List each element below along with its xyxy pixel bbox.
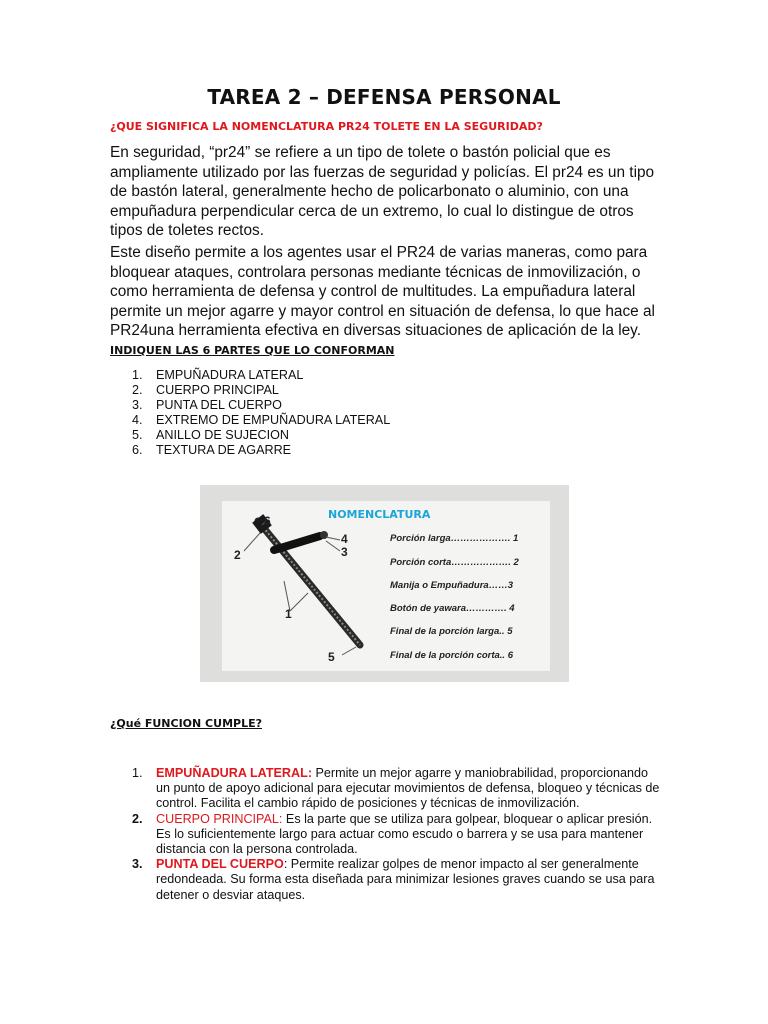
callout-2: 2 bbox=[234, 548, 241, 562]
list-number: 3. bbox=[132, 857, 143, 872]
list-item bbox=[130, 398, 390, 413]
callout-1: 1 bbox=[285, 607, 292, 621]
function-term: EMPUÑADURA LATERAL: bbox=[156, 766, 313, 780]
list-item bbox=[130, 812, 660, 858]
figure-title: NOMENCLATURA bbox=[328, 508, 431, 521]
list-item bbox=[130, 443, 390, 458]
list-item bbox=[130, 383, 390, 398]
legend-item-5: Final de la porción larga.. 5 bbox=[390, 626, 513, 637]
paragraph-usage: Este diseño permite a los agentes usar el PR24 de varias maneras, como para bloquear ataques, controlara personas mediante técnicas de inmovilización, o como herramienta de defensa y control de multitudes. La empuñadura lateral permite un mejor agarre y mayor control en situación de defensa, lo que hace al PR24una herramienta efectiva en diversas situaciones de aplicación de la ley. bbox=[110, 244, 655, 340]
list-item bbox=[130, 368, 390, 383]
paragraph-definition: En seguridad, “pr24” se refiere a un tipo de tolete o bastón policial que es ampliamente utilizado por las fuerzas de seguridad y policías. El pr24 es un tipo de bastón lateral, generalmente hecho de policarbonato o aluminio, con una empuñadura perpendicular cerca de un extremo, lo cual lo distingue de otros tipos de toletes rectos. bbox=[110, 144, 655, 240]
list-number: 1. bbox=[132, 368, 143, 382]
list-item bbox=[130, 413, 390, 428]
function-text: : Permite realizar golpes de menor impacto al ser generalmente redondeada. Su forma esta diseñada para minimizar lesiones graves cuando se usa para detener o desviar ataques. bbox=[156, 857, 655, 902]
question-heading: ¿QUE SIGNIFICA LA NOMENCLATURA PR24 TOLETE EN LA SEGURIDAD? bbox=[110, 120, 543, 133]
legend-item-4: Botón de yawara…………. 4 bbox=[390, 603, 515, 614]
callout-4: 4 bbox=[341, 532, 348, 546]
part-label: CUERPO PRINCIPAL bbox=[156, 383, 279, 397]
parts-list bbox=[130, 368, 390, 458]
callout-6: 6 bbox=[264, 514, 271, 528]
function-text: Es la parte que se utiliza para golpear, bloquear o aplicar presión. Es lo suficientemente largo para actuar como escudo o barrera y se usa para mantener distancia con la persona controlada. bbox=[156, 811, 653, 857]
function-heading: ¿Qué FUNCION CUMPLE? bbox=[110, 717, 262, 730]
list-number: 1. bbox=[132, 766, 143, 780]
part-label: EMPUÑADURA LATERAL bbox=[156, 368, 304, 382]
part-label: PUNTA DEL CUERPO bbox=[156, 398, 282, 412]
list-number: 3. bbox=[132, 398, 143, 412]
function-term: CUERPO PRINCIPAL: bbox=[156, 811, 283, 826]
list-number: 5. bbox=[132, 428, 143, 442]
part-label: EXTREMO DE EMPUÑADURA LATERAL bbox=[156, 413, 391, 427]
callout-3: 3 bbox=[341, 545, 348, 559]
legend-item-3: Manija o Empuñadura……3 bbox=[390, 580, 513, 591]
function-term: PUNTA DEL CUERPO bbox=[156, 857, 284, 872]
parts-heading: INDIQUEN LAS 6 PARTES QUE LO CONFORMAN bbox=[110, 344, 395, 357]
list-number: 2. bbox=[132, 811, 143, 826]
page-title: TAREA 2 – DEFENSA PERSONAL bbox=[207, 85, 561, 109]
legend-item-2: Porción corta………………. 2 bbox=[390, 557, 519, 568]
list-item bbox=[130, 766, 660, 812]
nomenclature-figure bbox=[200, 485, 569, 682]
legend-item-1: Porción larga………………. 1 bbox=[390, 533, 519, 544]
list-number: 6. bbox=[132, 443, 143, 457]
list-number: 4. bbox=[132, 413, 143, 427]
part-label: ANILLO DE SUJECION bbox=[156, 428, 289, 442]
functions-list bbox=[130, 766, 660, 903]
legend-item-6: Final de la porción corta.. 6 bbox=[390, 650, 513, 661]
list-item bbox=[130, 428, 390, 443]
list-number: 2. bbox=[132, 383, 143, 397]
callout-5: 5 bbox=[328, 650, 335, 664]
function-text: Permite un mejor agarre y maniobrabilidad, proporcionando un punto de apoyo adicional para ejecutar movimientos de defensa, bloqueo y técnicas de control. Facilita el cambio rápido de posiciones y técnicas de inmovilización. bbox=[156, 766, 660, 811]
list-item bbox=[130, 857, 660, 903]
part-label: TEXTURA DE AGARRE bbox=[156, 443, 292, 457]
